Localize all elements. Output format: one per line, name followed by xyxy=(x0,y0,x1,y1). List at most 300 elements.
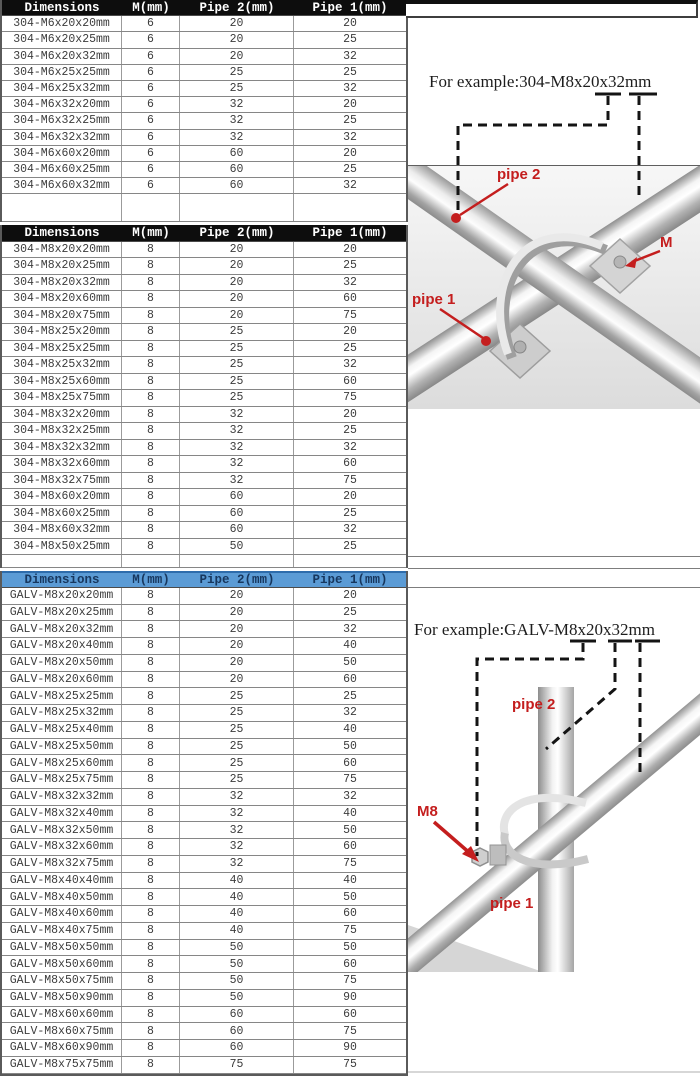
clamp-nut xyxy=(514,341,526,353)
table-cell: 8 xyxy=(122,341,180,357)
table-cell: 304-M6x20x20mm xyxy=(2,16,122,31)
table-cell xyxy=(294,194,406,221)
table-row xyxy=(2,258,406,275)
table-cell: 8 xyxy=(122,822,180,838)
table-cell: 8 xyxy=(122,856,180,872)
table-cell: 32 xyxy=(180,423,294,439)
table-cell: 25 xyxy=(180,374,294,390)
table-cell: 25 xyxy=(180,81,294,96)
table-cell: 50 xyxy=(343,739,357,753)
table-cell: 6 xyxy=(122,16,180,31)
table-cell: 8 xyxy=(122,1040,180,1056)
table-cell: 90 xyxy=(343,1041,357,1055)
table-cell: 8 xyxy=(122,291,180,307)
table-cell: 8 xyxy=(122,324,180,340)
table-cell: 8 xyxy=(122,722,180,738)
table-cell: 75 xyxy=(343,773,357,787)
table-cell: 304-M8x20x75mm xyxy=(2,308,122,324)
table-cell: 32 xyxy=(180,856,294,872)
table-cell: 6 xyxy=(122,146,180,161)
table-row xyxy=(2,489,406,506)
table-cell: 8 xyxy=(122,588,180,604)
top-right-empty-cell xyxy=(406,0,698,18)
table-cell: 304-M6x25x32mm xyxy=(2,81,122,96)
table-cell: GALV-M8x20x60mm xyxy=(2,672,122,688)
table-cell: 50 xyxy=(343,940,357,954)
table-cell: 304-M6x32x25mm xyxy=(2,113,122,128)
table-cell: 8 xyxy=(122,374,180,390)
table-cell: 20 xyxy=(180,638,294,654)
table-row xyxy=(2,739,406,756)
table-cell: 304-M8x32x20mm xyxy=(2,407,122,423)
table-cell: GALV-M8x40x75mm xyxy=(2,923,122,939)
table-cell: GALV-M8x32x50mm xyxy=(2,822,122,838)
table-cell: 8 xyxy=(122,638,180,654)
table-cell: 8 xyxy=(122,688,180,704)
table-cell: 304-M8x20x32mm xyxy=(2,275,122,291)
table-row xyxy=(2,81,406,97)
table-row xyxy=(2,440,406,457)
table-cell: 6 xyxy=(122,65,180,80)
table-cell: GALV-M8x50x50mm xyxy=(2,940,122,956)
table-cell xyxy=(2,555,122,567)
table-row xyxy=(2,146,406,162)
table-cell: 8 xyxy=(122,539,180,555)
table-cell: 8 xyxy=(122,906,180,922)
table-cell: 25 xyxy=(180,705,294,721)
table-cell: 304-M8x60x25mm xyxy=(2,506,122,522)
table-cell: 50 xyxy=(343,890,357,904)
table-cell: 8 xyxy=(122,839,180,855)
table-row xyxy=(2,1023,406,1040)
table-cell: GALV-M8x60x90mm xyxy=(2,1040,122,1056)
table-cell: 32 xyxy=(343,130,357,144)
column-header: M(mm) xyxy=(132,0,170,15)
divider-line xyxy=(408,568,700,569)
table-cell: 8 xyxy=(122,973,180,989)
table-cell: 8 xyxy=(122,456,180,472)
table-cell: 304-M8x60x20mm xyxy=(2,489,122,505)
table-row xyxy=(2,923,406,940)
table-cell: GALV-M8x60x75mm xyxy=(2,1023,122,1039)
table-cell: 40 xyxy=(343,873,357,887)
table-cell xyxy=(122,194,180,221)
pipe1-label-photo2: pipe 1 xyxy=(490,895,534,912)
table-header-row xyxy=(2,0,406,16)
table-row xyxy=(2,324,406,341)
table-cell: GALV-M8x50x90mm xyxy=(2,990,122,1006)
table-row xyxy=(2,522,406,539)
table-row xyxy=(2,873,406,890)
table-cell: GALV-M8x20x40mm xyxy=(2,638,122,654)
table-row xyxy=(2,940,406,957)
table-cell: 60 xyxy=(180,162,294,177)
clamp-nut xyxy=(614,256,626,268)
table-row xyxy=(2,755,406,772)
table-cell: 25 xyxy=(180,755,294,771)
table-cell: 304-M8x25x75mm xyxy=(2,390,122,406)
table-cell: 75 xyxy=(180,1057,294,1073)
table-cell: GALV-M8x60x60mm xyxy=(2,1007,122,1023)
table-cell: 60 xyxy=(180,506,294,522)
table-cell: 32 xyxy=(343,523,357,537)
table-cell: 20 xyxy=(180,672,294,688)
table-cell: 32 xyxy=(180,130,294,145)
table-cell: 32 xyxy=(180,806,294,822)
table-cell: GALV-M8x25x32mm xyxy=(2,705,122,721)
table-cell: 40 xyxy=(343,723,357,737)
table-cell: 60 xyxy=(180,1023,294,1039)
table-cell: 304-M8x60x32mm xyxy=(2,522,122,538)
table-cell: 50 xyxy=(343,823,357,837)
table-cell: 40 xyxy=(180,923,294,939)
table-cell: 32 xyxy=(180,822,294,838)
table-cell: 32 xyxy=(343,82,357,96)
table-cell: 304-M8x20x20mm xyxy=(2,242,122,258)
table-cell: 8 xyxy=(122,873,180,889)
table-cell: 8 xyxy=(122,889,180,905)
table-row xyxy=(2,162,406,178)
table-cell xyxy=(2,194,122,221)
table-cell: 304-M8x20x25mm xyxy=(2,258,122,274)
table-cell: GALV-M8x20x25mm xyxy=(2,605,122,621)
table-cell: 304-M6x32x32mm xyxy=(2,130,122,145)
table-cell: 304-M8x25x20mm xyxy=(2,324,122,340)
table-cell: 8 xyxy=(122,806,180,822)
table-row xyxy=(2,374,406,391)
table-row xyxy=(2,275,406,292)
table-row xyxy=(2,1040,406,1057)
table-cell: 60 xyxy=(343,907,357,921)
table-cell: GALV-M8x50x60mm xyxy=(2,956,122,972)
table-row xyxy=(2,178,406,194)
table-cell: 40 xyxy=(343,639,357,653)
table-row xyxy=(2,32,406,48)
table-cell: 75 xyxy=(343,473,357,487)
table-cell: 25 xyxy=(180,739,294,755)
table-cell: 32 xyxy=(343,358,357,372)
table-cell: 20 xyxy=(180,605,294,621)
table-cell: 8 xyxy=(122,605,180,621)
table-cell: 8 xyxy=(122,390,180,406)
table-cell: 304-M6x60x20mm xyxy=(2,146,122,161)
column-header: M(mm) xyxy=(132,573,170,587)
table-row xyxy=(2,473,406,490)
product-photo-stainless xyxy=(408,165,700,409)
table-cell: 60 xyxy=(343,1007,357,1021)
table-row xyxy=(2,956,406,973)
table-cell: GALV-M8x50x75mm xyxy=(2,973,122,989)
table-cell: 20 xyxy=(180,655,294,671)
divider-line xyxy=(408,1071,700,1073)
table-304-m6 xyxy=(0,0,408,222)
table-cell: 40 xyxy=(180,906,294,922)
table-cell: 75 xyxy=(343,391,357,405)
table-cell: 50 xyxy=(180,956,294,972)
table-cell: 60 xyxy=(180,522,294,538)
table-cell: 50 xyxy=(180,990,294,1006)
table-cell: 60 xyxy=(343,457,357,471)
table-cell: 25 xyxy=(343,162,357,176)
table-row xyxy=(2,1007,406,1024)
table-row xyxy=(2,456,406,473)
table-cell: 8 xyxy=(122,275,180,291)
table-cell: GALV-M8x20x50mm xyxy=(2,655,122,671)
table-cell: 20 xyxy=(180,16,294,31)
table-cell: 8 xyxy=(122,990,180,1006)
table-cell: 8 xyxy=(122,357,180,373)
table-cell: 8 xyxy=(122,1023,180,1039)
table-cell: 8 xyxy=(122,940,180,956)
table-cell: 32 xyxy=(343,706,357,720)
table-cell: 25 xyxy=(343,506,357,520)
column-header: Dimensions xyxy=(24,225,100,240)
table-cell: 8 xyxy=(122,522,180,538)
table-row xyxy=(2,390,406,407)
table-cell: 8 xyxy=(122,705,180,721)
table-cell: GALV-M8x32x40mm xyxy=(2,806,122,822)
table-cell: 20 xyxy=(180,242,294,258)
table-cell: 8 xyxy=(122,956,180,972)
column-header: Pipe 1(mm) xyxy=(312,573,388,587)
table-row xyxy=(2,341,406,358)
table-row xyxy=(2,672,406,689)
table-cell: GALV-M8x32x60mm xyxy=(2,839,122,855)
product-photo-galvanized xyxy=(408,687,700,972)
table-cell: 20 xyxy=(180,588,294,604)
table-cell: 25 xyxy=(180,390,294,406)
table-cell: GALV-M8x25x60mm xyxy=(2,755,122,771)
table-cell: 25 xyxy=(180,65,294,80)
table-row xyxy=(2,539,406,556)
table-cell: 20 xyxy=(180,49,294,64)
table-cell: 32 xyxy=(180,456,294,472)
table-cell: 60 xyxy=(180,489,294,505)
table-cell: GALV-M8x25x25mm xyxy=(2,688,122,704)
example-caption-304: For example:304-M8x20x32mm xyxy=(429,72,652,91)
table-cell: 20 xyxy=(343,407,357,421)
column-header: Pipe 1(mm) xyxy=(312,0,388,15)
table-cell: 25 xyxy=(180,341,294,357)
table-cell: 6 xyxy=(122,32,180,47)
table-cell: GALV-M8x25x40mm xyxy=(2,722,122,738)
stainless-clamp-illustration xyxy=(408,166,700,409)
table-cell: 32 xyxy=(343,790,357,804)
table-cell: 50 xyxy=(343,656,357,670)
table-cell: 8 xyxy=(122,621,180,637)
table-cell: 304-M8x32x25mm xyxy=(2,423,122,439)
table-cell: 8 xyxy=(122,739,180,755)
table-row xyxy=(2,889,406,906)
table-cell: 25 xyxy=(343,341,357,355)
table-cell: 8 xyxy=(122,308,180,324)
table-cell: 304-M6x25x25mm xyxy=(2,65,122,80)
table-cell xyxy=(122,555,180,567)
table-row xyxy=(2,242,406,259)
table-cell: 304-M6x20x25mm xyxy=(2,32,122,47)
table-cell: 60 xyxy=(343,840,357,854)
table-cell: 25 xyxy=(343,33,357,47)
pipe1-label-photo1: pipe 1 xyxy=(412,291,456,308)
table-cell: GALV-M8x32x32mm xyxy=(2,789,122,805)
table-cell: 304-M8x32x75mm xyxy=(2,473,122,489)
table-cell: 32 xyxy=(343,275,357,289)
table-row xyxy=(2,722,406,739)
table-cell: 60 xyxy=(180,1007,294,1023)
table-cell: 25 xyxy=(180,357,294,373)
table-cell: 8 xyxy=(122,258,180,274)
m-bolt-label-photo1: M xyxy=(660,234,673,251)
m8-bolt-label-photo2: M8 xyxy=(417,803,438,820)
table-cell: 20 xyxy=(180,621,294,637)
table-cell: 32 xyxy=(180,789,294,805)
table-cell: 25 xyxy=(343,605,357,619)
table-row xyxy=(2,65,406,81)
table-cell: 20 xyxy=(343,325,357,339)
table-cell: 60 xyxy=(343,756,357,770)
table-cell: 8 xyxy=(122,440,180,456)
table-cell: 8 xyxy=(122,407,180,423)
empty-row xyxy=(2,555,406,568)
table-row xyxy=(2,688,406,705)
table-cell: 50 xyxy=(180,940,294,956)
table-cell: 8 xyxy=(122,672,180,688)
table-row xyxy=(2,990,406,1007)
table-cell: 304-M8x32x32mm xyxy=(2,440,122,456)
table-cell: 75 xyxy=(343,1058,357,1072)
table-cell: 8 xyxy=(122,655,180,671)
table-cell: 6 xyxy=(122,97,180,112)
table-cell: 32 xyxy=(180,407,294,423)
table-row xyxy=(2,407,406,424)
table-cell: 50 xyxy=(180,539,294,555)
table-cell: 75 xyxy=(343,857,357,871)
table-row xyxy=(2,113,406,129)
table-row xyxy=(2,97,406,113)
table-cell: 60 xyxy=(180,1040,294,1056)
pipe2-label-photo2: pipe 2 xyxy=(512,696,556,713)
table-cell: 32 xyxy=(180,473,294,489)
table-cell: 60 xyxy=(180,178,294,193)
table-cell: 25 xyxy=(343,539,357,553)
table-cell: 304-M6x60x25mm xyxy=(2,162,122,177)
table-cell: 8 xyxy=(122,789,180,805)
table-row xyxy=(2,906,406,923)
table-row xyxy=(2,822,406,839)
table-cell: 6 xyxy=(122,178,180,193)
table-cell: 40 xyxy=(180,889,294,905)
table-cell: 8 xyxy=(122,489,180,505)
table-cell: 20 xyxy=(180,308,294,324)
table-cell: 40 xyxy=(343,806,357,820)
table-cell: 304-M6x20x32mm xyxy=(2,49,122,64)
table-cell: 32 xyxy=(343,622,357,636)
table-row xyxy=(2,308,406,325)
pipe2-label-photo1: pipe 2 xyxy=(497,166,541,183)
table-cell: 25 xyxy=(180,722,294,738)
galvanized-clamp-illustration xyxy=(408,687,700,972)
column-header: M(mm) xyxy=(132,225,170,240)
clamp-plate xyxy=(490,845,506,865)
table-row xyxy=(2,789,406,806)
table-cell: 8 xyxy=(122,923,180,939)
table-cell: 8 xyxy=(122,1057,180,1073)
table-cell: 6 xyxy=(122,162,180,177)
table-row xyxy=(2,705,406,722)
table-cell: 20 xyxy=(180,32,294,47)
divider-line xyxy=(408,587,700,588)
table-cell: 60 xyxy=(180,146,294,161)
table-cell: 20 xyxy=(343,17,357,31)
table-cell: 20 xyxy=(180,291,294,307)
table-cell: 8 xyxy=(122,473,180,489)
table-row xyxy=(2,1057,406,1074)
divider-line xyxy=(408,556,700,557)
table-cell: 32 xyxy=(180,440,294,456)
table-cell: 6 xyxy=(122,113,180,128)
empty-row xyxy=(2,194,406,222)
table-cell: 304-M8x25x60mm xyxy=(2,374,122,390)
table-cell: 32 xyxy=(180,113,294,128)
table-cell: 304-M8x25x32mm xyxy=(2,357,122,373)
table-cell: 20 xyxy=(343,242,357,256)
table-cell: 75 xyxy=(343,308,357,322)
table-cell: 20 xyxy=(343,98,357,112)
table-cell: 304-M8x50x25mm xyxy=(2,539,122,555)
table-row xyxy=(2,621,406,638)
table-cell: 8 xyxy=(122,506,180,522)
table-cell: 60 xyxy=(343,957,357,971)
table-cell: 20 xyxy=(343,146,357,160)
table-cell: 8 xyxy=(122,1007,180,1023)
table-cell: 32 xyxy=(180,97,294,112)
table-row xyxy=(2,655,406,672)
table-cell: 8 xyxy=(122,755,180,771)
table-cell: 60 xyxy=(343,292,357,306)
table-row xyxy=(2,772,406,789)
table-cell xyxy=(180,555,294,567)
table-cell: 32 xyxy=(180,839,294,855)
table-cell: 25 xyxy=(180,324,294,340)
table-cell: 304-M8x32x60mm xyxy=(2,456,122,472)
table-cell: GALV-M8x25x50mm xyxy=(2,739,122,755)
table-cell: 304-M8x20x60mm xyxy=(2,291,122,307)
table-cell: 25 xyxy=(180,688,294,704)
table-cell: 32 xyxy=(343,440,357,454)
column-header: Pipe 2(mm) xyxy=(199,225,275,240)
table-cell: 304-M6x60x32mm xyxy=(2,178,122,193)
column-header: Dimensions xyxy=(24,0,100,15)
table-cell: 20 xyxy=(343,490,357,504)
table-cell: GALV-M8x40x50mm xyxy=(2,889,122,905)
table-row xyxy=(2,856,406,873)
table-cell: GALV-M8x32x75mm xyxy=(2,856,122,872)
table-cell: 20 xyxy=(180,258,294,274)
table-cell: 25 xyxy=(343,689,357,703)
table-cell: 25 xyxy=(180,772,294,788)
column-header: Dimensions xyxy=(24,573,100,587)
table-cell: 40 xyxy=(180,873,294,889)
m8-nut xyxy=(472,848,488,866)
table-row xyxy=(2,49,406,65)
table-cell: 8 xyxy=(122,772,180,788)
table-cell: GALV-M8x20x20mm xyxy=(2,588,122,604)
table-cell: 32 xyxy=(343,49,357,63)
table-cell: 75 xyxy=(343,1024,357,1038)
table-cell: 75 xyxy=(343,974,357,988)
table-cell: 304-M8x25x25mm xyxy=(2,341,122,357)
table-cell: GALV-M8x40x60mm xyxy=(2,906,122,922)
